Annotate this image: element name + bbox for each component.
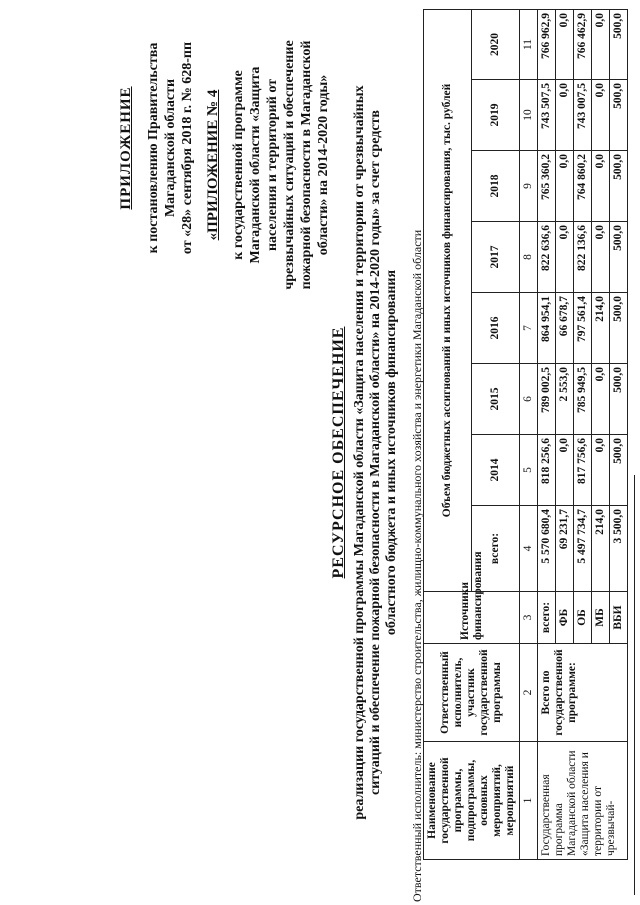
column-number: 9 (520, 151, 538, 222)
total-cell: 3 500,0 (610, 506, 628, 592)
appendix4-line: пожарной безопасности в Магаданской (299, 40, 314, 290)
header-year: 2019 (472, 80, 520, 151)
document-title: РЕСУРСНОЕ ОБЕСПЕЧЕНИЕ (330, 326, 347, 579)
year-value-cell: 743 507,5 (538, 80, 556, 151)
year-value-cell: 817 756,6 (574, 435, 592, 506)
total-cell: 214,0 (592, 506, 610, 592)
header-total: всего: (472, 506, 520, 592)
program-responsible-cell: Всего по государственной программе: (538, 644, 628, 742)
program-name-cell: Государственная программа Магаданской области «Защита населения и территории от чрезвычай- (538, 742, 628, 860)
year-value-cell: 789 002,5 (538, 364, 556, 435)
column-number: 11 (520, 9, 538, 79)
header-year: 2017 (472, 222, 520, 293)
column-number: 3 (520, 592, 538, 644)
appendix4-title: «ПРИЛОЖЕНИЕ № 4 (205, 89, 221, 241)
year-value-cell: 822 636,6 (538, 222, 556, 293)
year-value-cell: 500,0 (610, 435, 628, 506)
year-value-cell: 864 954,1 (538, 293, 556, 364)
subtitle-line: ситуаций и обеспечение пожарной безопасности в Магаданской области» на 2014-2020 годы» за счет средств (368, 110, 383, 795)
column-number: 8 (520, 222, 538, 293)
column-number: 4 (520, 506, 538, 592)
header-year: 2014 (472, 435, 520, 506)
column-number: 7 (520, 293, 538, 364)
header-name: Наименование государственной программы, подпрограммы, основных мероприятий, мероприятий (424, 742, 520, 860)
year-value-cell: 500,0 (610, 222, 628, 293)
year-value-cell: 0,0 (556, 435, 574, 506)
resource-table (423, 9, 628, 860)
appendix4-line: Магаданской области «Защита (248, 66, 263, 264)
appendix4-line: области» на 2014-2020 годы» (316, 74, 331, 256)
header-year: 2015 (472, 364, 520, 435)
year-value-cell: 500,0 (610, 364, 628, 435)
year-value-cell: 0,0 (556, 151, 574, 222)
year-value-cell: 818 256,6 (538, 435, 556, 506)
appendix4-header (205, 15, 332, 315)
appendix-header (118, 23, 196, 273)
total-cell: 69 231,7 (556, 506, 574, 592)
total-cell: 5 497 734,7 (574, 506, 592, 592)
header-responsible: Ответственный исполнитель, участник государственной программы (424, 644, 520, 742)
column-number: 2 (520, 644, 538, 742)
year-value-cell: 797 561,4 (574, 293, 592, 364)
total-cell: 5 570 680,4 (538, 506, 556, 592)
year-value-cell: 0,0 (592, 435, 610, 506)
year-value-cell: 0,0 (592, 9, 610, 79)
year-value-cell: 66 678,7 (556, 293, 574, 364)
year-value-cell: 822 136,6 (574, 222, 592, 293)
appendix-line: к постановлению Правительства (146, 42, 161, 254)
subtitle-line: реализации государственной программы Магаданской области «Защита населения и территории от чрезвычайных (352, 85, 367, 820)
year-value-cell: 500,0 (610, 151, 628, 222)
subtitle-line: областного бюджета и иных источников финансирования (384, 269, 399, 636)
appendix-line: Магаданской области (163, 78, 178, 218)
year-value-cell: 764 860,2 (574, 151, 592, 222)
header-year: 2016 (472, 293, 520, 364)
column-number: 1 (520, 742, 538, 860)
column-number: 6 (520, 364, 538, 435)
appendix4-line: к государственной программе (231, 70, 246, 260)
year-value-cell: 0,0 (592, 151, 610, 222)
year-value-cell: 0,0 (556, 222, 574, 293)
year-value-cell: 0,0 (592, 80, 610, 151)
page-bottom-rule (634, 475, 635, 895)
column-number: 10 (520, 80, 538, 151)
source-cell: всего: (538, 592, 556, 644)
source-cell: ФБ (556, 592, 574, 644)
header-year: 2018 (472, 151, 520, 222)
appendix-date-line: от «28» сентября 2018 г. № 628-пп (180, 41, 195, 255)
year-value-cell: 0,0 (592, 364, 610, 435)
year-value-cell: 0,0 (592, 222, 610, 293)
year-value-cell: 766 962,9 (538, 9, 556, 79)
column-number: 5 (520, 435, 538, 506)
year-value-cell: 500,0 (610, 80, 628, 151)
year-value-cell: 0,0 (556, 80, 574, 151)
header-volume: Объем бюджетных ассигнований и иных источников финансирования, тыс. рублей (424, 9, 472, 591)
appendix4-line: населения и территорий от (265, 78, 280, 252)
source-cell: ВБИ (610, 592, 628, 644)
year-value-cell: 500,0 (610, 9, 628, 79)
appendix4-line: чрезвычайных ситуаций и обеспечение (282, 40, 297, 290)
year-value-cell: 500,0 (610, 293, 628, 364)
year-value-cell: 785 949,5 (574, 364, 592, 435)
table-row (538, 9, 556, 859)
header-year: 2020 (472, 9, 520, 79)
year-value-cell: 2 553,0 (556, 364, 574, 435)
source-cell: МБ (592, 592, 610, 644)
year-value-cell: 765 360,2 (538, 151, 556, 222)
year-value-cell: 0,0 (556, 9, 574, 79)
source-cell: ОБ (574, 592, 592, 644)
appendix-title: ПРИЛОЖЕНИЕ (118, 86, 134, 210)
year-value-cell: 766 462,9 (574, 9, 592, 79)
header-source: Источники финансирования (424, 592, 520, 644)
year-value-cell: 214,0 (592, 293, 610, 364)
year-value-cell: 743 007,5 (574, 80, 592, 151)
document-subtitle (352, 40, 400, 865)
responsible-executor: Ответственный исполнитель: министерство строительства, жилищно-коммунального хозяйства и энергетики Магаданской области (410, 229, 424, 902)
